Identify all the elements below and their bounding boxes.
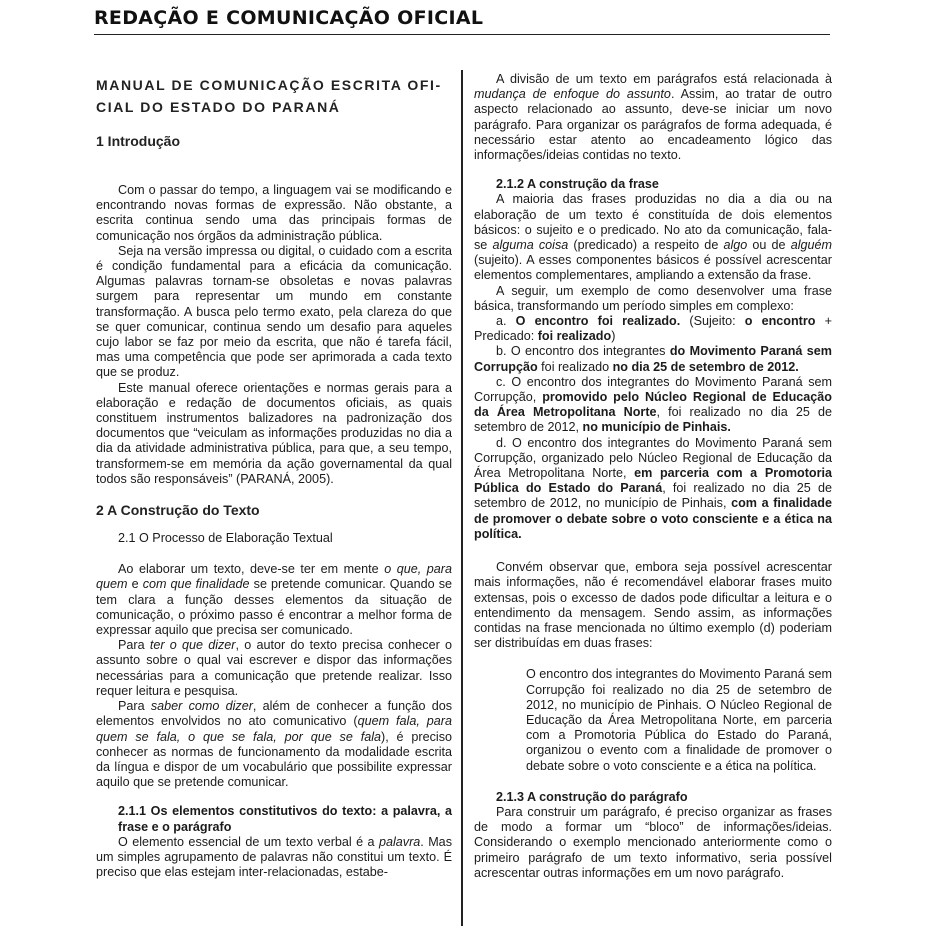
column-divider [461,70,463,926]
section-heading-construcao-texto: 2 A Construção do Texto [96,502,260,519]
paragraph: Para ter o que dizer, o autor do texto precisa conhecer o assunto sobre o qual vai escrever e dispor das informações necessárias para a comunicação que pretende realizar. Isso requer leitura e pesquisa. [96,638,452,698]
subsection-heading: 2.1.1 Os elementos constitutivos do texto: a palavra, a frase e o parágrafo [118,804,452,834]
paragraph: Seja na versão impressa ou digital, o cuidado com a escrita é condição fundamental para a eficácia da comunicação. Algumas palavras tornam-se obsoletas e novas palavras surgem para representar um mundo em constante transformação. A busca pelo termo exato, pela clareza do que se quer comunicar, continua sendo um desafio para aqueles cujo labor se faz por meio da escrita, que não é tarefa fácil, mas uma competência que pode ser aprimorada a cada texto que se produz. [96,243,452,380]
paragraph: Para saber como dizer, além de conhecer a função dos elementos envolvidos no ato comunicativo (quem fala, para quem se fala, o que se fala, por que se fala), é preciso conhecer as normas de funcionamento da modalidade escrita da língua e dispor de um vocabulário que possibilite expressar aquilo que se pretende comunicar. [96,699,453,790]
subsection-heading: 2.1 O Processo de Elaboração Textual [118,531,333,546]
example-d: d. O encontro dos integrantes do Movimento Paraná sem Corrupção, organizado pelo Núcleo Regional de Educação da Área Metropolitana Norte, em parceria com a Promotoria Pública do Estado do Paraná, foi realizado no dia 25 de setembro de 2012, no município de Pinhais, com a finalidade de promover o debate sobre o voto consciente e a ética na política. [474,435,833,541]
paragraph: O elemento essencial de um texto verbal é a palavra. Mas um simples agrupamento de palavras não constitui um texto. É preciso que elas estejam inter-relacionadas, estabe- [96,834,452,880]
paragraph: Este manual oferece orientações e normas gerais para a elaboração e redação de documentos oficiais, as quais constituem instrumentos balizadores na padronização dos documentos que “veiculam as informações produzidas no dia a dia da atividade administrativa pública, para que, a seu tempo, transformem-se em memória da ação governamental da qual todos são responsáveis” (PARANÁ, 2005). [96,380,452,486]
paragraph: Convém observar que, embora seja possível acrescentar mais informações, não é recomendável elaborar frases muito extensas, pois o excesso de dados pode dificultar a leitura e o entendimento da mensagem. Sendo assim, as informações contidas na frase mencionada no último exemplo (d) poderiam ser distribuídas em duas frases: [474,560,832,651]
example-c: c. O encontro dos integrantes do Movimento Paraná sem Corrupção, promovido pelo Núcleo Regional de Educação da Área Metropolitana Norte, foi realizado no dia 25 de setembro de 2012, no município de Pinhais. [474,374,832,435]
paragraph: Com o passar do tempo, a linguagem vai se modificando e encontrando novas formas de expressão. Não obstante, a escrita continua sendo uma das principais formas de comunicação nos órgãos da administração pública. [96,183,452,243]
paragraph: A seguir, um exemplo de como desenvolver uma frase básica, transformando um período simples em complexo: [474,283,832,313]
paragraph: A maioria das frases produzidas no dia a dia ou na elaboração de um texto é constituída de dois elementos básicos: o sujeito e o predicado. No ato da comunicação, fala-se alguma coisa (predicado) a respeito de algo ou de alguém (sujeito). A esses componentes básicos é possível acrescentar elementos complementares, ampliando a extensão da frase. [474,192,832,283]
example-a: a. O encontro foi realizado. (Sujeito: o encontro + Predicado: foi realizado) [474,314,832,344]
page-header [94,4,830,35]
paragraph: Ao elaborar um texto, deve-se ter em mente o que, para quem e com que finalidade se pretende comunicar. Quando se tem clara a função desses elementos da situação de comunicação, o próximo passo é encontrar a melhor forma de expressar aquilo que precisa ser comunicado. [96,562,453,638]
right-column [474,72,832,881]
subsection-heading: 2.1.2 A construção da frase [496,177,659,192]
manual-title: MANUAL DE COMUNICAÇÃO ESCRITA OFI-CIAL DO ESTADO DO PARANÁ [96,77,442,115]
block-quote: O encontro dos integrantes do Movimento Paraná sem Corrupção foi realizado no dia 25 de setembro de 2012, no município de Pinhais. O Núcleo Regional de Educação da Área Metropolitana Norte, em parceria com a Promotoria Pública do Estado do Paraná, organizou o evento com a finalidade de promover o debate sobre o voto consciente e a ética na política. [526,667,832,773]
paragraph: A divisão de um texto em parágrafos está relacionada à mudança de enfoque do assunto. Assim, ao tratar de outro aspecto relacionado ao assunto, deve-se iniciar um novo parágrafo. Para organizar os parágrafos de forma adequada, é necessário estar atento ao encadeamento lógico das informações/ideias contidas no texto. [474,72,833,163]
header-title: REDAÇÃO E COMUNICAÇÃO OFICIAL [94,7,484,29]
subsection-heading: 2.1.3 A construção do parágrafo [496,789,688,804]
example-b: b. O encontro dos integrantes do Movimento Paraná sem Corrupção foi realizado no dia 25 de setembro de 2012. [474,344,833,374]
left-column [96,72,452,880]
paragraph: Para construir um parágrafo, é preciso organizar as frases de modo a formar um “bloco” de informações/ideias. Considerando o exemplo mencionado anteriormente como o primeiro parágrafo de um texto informativo, seria possível acrescentar outras informações em um novo parágrafo. [474,804,832,880]
section-heading-introducao: 1 Introdução [96,133,181,149]
